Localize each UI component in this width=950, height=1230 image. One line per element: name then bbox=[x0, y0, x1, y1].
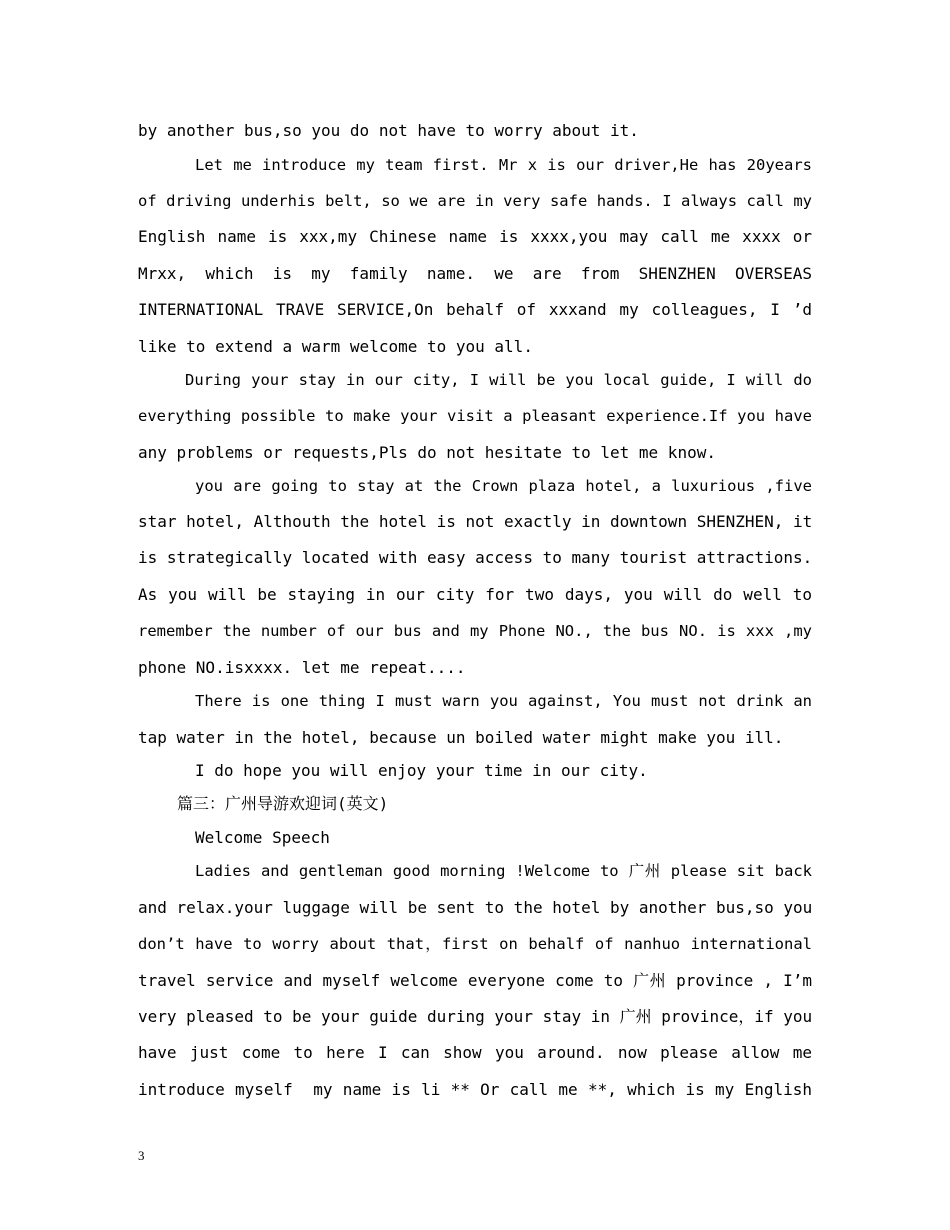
text-line: tap water in the hotel, because un boiled water might make you ill. bbox=[138, 728, 784, 747]
text-line: very pleased to be your guide during your stay in 广州 province，if you bbox=[138, 1007, 813, 1026]
text-line: don’t have to worry about that，first on behalf of nanhuo international bbox=[138, 935, 812, 953]
text-line: is strategically located with easy access to many tourist attractions. bbox=[138, 548, 813, 567]
text-line: As you will be staying in our city for two days, you will do well to bbox=[138, 585, 812, 604]
text-line: everything possible to make your visit a pleasant experience.If you have bbox=[138, 407, 812, 425]
text-line: remember the number of our bus and my Phone NO., the bus NO. is xxx ,my bbox=[138, 622, 812, 640]
text-line: During your stay in our city, I will be you local guide, I will do bbox=[185, 371, 812, 389]
text-line: Ladies and gentleman good morning !Welcome to 广州 please sit back bbox=[195, 862, 812, 880]
text-line: English name is xxx,my Chinese name is xxxx,you may call me xxxx or bbox=[138, 227, 812, 246]
text-line: travel service and myself welcome everyone come to 广州 province , I’m bbox=[138, 971, 812, 990]
section-heading: 篇三：广州导游欢迎词(英文) bbox=[177, 794, 389, 813]
text-line: phone NO.isxxxx. let me repeat.... bbox=[138, 658, 466, 677]
text-line: like to extend a warm welcome to you all. bbox=[138, 337, 533, 356]
text-line: by another bus,so you do not have to worry about it. bbox=[138, 121, 639, 140]
text-line: I do hope you will enjoy your time in our city. bbox=[195, 761, 648, 780]
text-line: of driving underhis belt, so we are in very safe hands. I always call my bbox=[138, 192, 812, 210]
text-line: you are going to stay at the Crown plaza hotel, a luxurious ,five bbox=[195, 477, 812, 495]
text-line: have just come to here I can show you around. now please allow me bbox=[138, 1043, 812, 1062]
speech-title: Welcome Speech bbox=[195, 828, 330, 847]
text-line: INTERNATIONAL TRAVE SERVICE,On behalf of xxxand my colleagues, I ’d bbox=[138, 300, 812, 319]
text-line: There is one thing I must warn you against, You must not drink an bbox=[195, 692, 812, 710]
text-line: Let me introduce my team first. Mr x is our driver,He has 20years bbox=[195, 156, 812, 174]
text-line: introduce myself my name is li ** Or call me **, which is my English bbox=[138, 1080, 812, 1099]
text-line: and relax.your luggage will be sent to the hotel by another bus,so you bbox=[138, 898, 813, 917]
text-line: Mrxx, which is my family name. we are from SHENZHEN OVERSEAS bbox=[138, 264, 812, 283]
text-line: any problems or requests,Pls do not hesitate to let me know. bbox=[138, 443, 716, 462]
page-number: 3 bbox=[138, 1148, 145, 1163]
text-line: star hotel, Althouth the hotel is not exactly in downtown SHENZHEN, it bbox=[138, 512, 813, 531]
